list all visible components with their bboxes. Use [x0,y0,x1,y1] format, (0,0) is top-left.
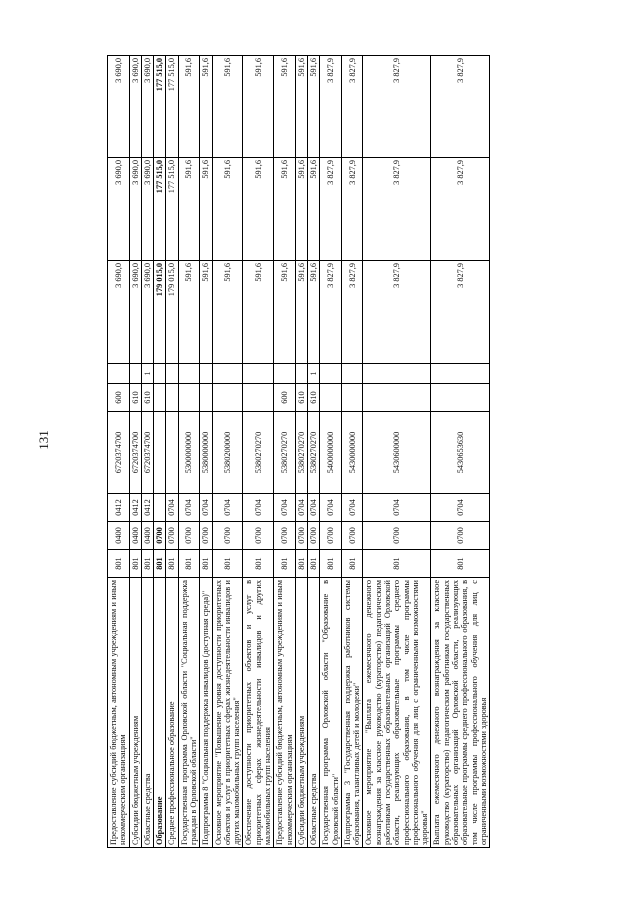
table-body [108,56,490,848]
expense-type-code [178,384,200,412]
amount-year-1: 179 015,0 [154,261,166,364]
amount-year-2: 591,6 [200,158,212,261]
expense-type-code [154,384,166,412]
table-row [212,56,243,848]
table-row [295,56,307,848]
amount-year-3: 591,6 [178,56,200,158]
fund-source-code [154,364,166,384]
expense-type-code [200,384,212,412]
subsection-code: 0704 [320,494,342,522]
expense-type-code: 610 [308,384,320,412]
amount-year-2: 3 827,9 [320,158,342,261]
table-row [108,56,130,848]
row-name: Обеспечение доступности приоритетных объектов и услуг в приоритетных сферах жизнедеятельности инвалидов и других маломобильных групп населения [243,578,274,848]
target-article-code: 5380200000 [212,412,243,494]
amount-year-1: 591,6 [212,261,243,364]
amount-year-3: 3 690,0 [129,56,141,158]
fund-source-code [212,364,243,384]
amount-year-2: 177 515,0 [154,158,166,261]
section-code: 0700 [154,522,166,550]
expense-type-code: 610 [295,384,307,412]
subsection-code [154,494,166,522]
amount-year-1: 3 690,0 [141,261,153,364]
subsection-code: 0704 [295,494,307,522]
amount-year-1: 3 827,9 [341,261,363,364]
target-article-code [154,412,166,494]
amount-year-1: 3 827,9 [363,261,431,364]
grbs-code: 801 [154,550,166,578]
section-code: 0700 [308,522,320,550]
expense-type-code [320,384,342,412]
section-code: 0400 [108,522,130,550]
page-number: 131 [36,430,51,450]
budget-table [107,55,490,848]
grbs-code: 801 [320,550,342,578]
amount-year-3: 3 827,9 [363,56,431,158]
amount-year-1: 591,6 [200,261,212,364]
amount-year-3: 591,6 [274,56,296,158]
row-name: Предоставление субсидий бюджетным, автономным учреждениям и иным некоммерческим организациям [108,578,130,848]
table-row [363,56,431,848]
section-code: 0700 [295,522,307,550]
grbs-code: 801 [243,550,274,578]
expense-type-code: 600 [274,384,296,412]
table-row [341,56,363,848]
table-row [308,56,320,848]
table-row [243,56,274,848]
amount-year-3: 177 515,0 [166,56,178,158]
target-article-code [166,412,178,494]
amount-year-1: 3 690,0 [108,261,130,364]
grbs-code: 801 [108,550,130,578]
amount-year-1: 3 827,9 [431,261,490,364]
row-name: Основное мероприятие "Выплата ежемесячного денежного вознаграждения за классное руководство (кураторство) педагогическим работникам государственных образовательных организаций Орловской области, реализующих образовательные программы среднего профессионального образования, в том числе программы профессионального обучения для лиц с ограниченными возможностями здоровья" [363,578,431,848]
section-code: 0700 [431,522,490,550]
row-name: Среднее профессиональное образование [166,578,178,848]
target-article-code: 5300000000 [178,412,200,494]
fund-source-code [178,364,200,384]
amount-year-3: 591,6 [243,56,274,158]
amount-year-2: 3 827,9 [431,158,490,261]
grbs-code: 801 [295,550,307,578]
grbs-code: 801 [166,550,178,578]
target-article-code: 5430653630 [431,412,490,494]
table-row [129,56,141,848]
row-name: Подпрограмма 8 "Социальная поддержка инвалидов (доступная среда)" [200,578,212,848]
section-code: 0700 [363,522,431,550]
target-article-code: 5380270270 [295,412,307,494]
grbs-code: 801 [200,550,212,578]
subsection-code: 0704 [341,494,363,522]
section-code: 0700 [341,522,363,550]
section-code: 0700 [320,522,342,550]
amount-year-1: 591,6 [178,261,200,364]
row-name: Государственная программа Орловской области "Социальная поддержка граждан в Орловской области" [178,578,200,848]
section-code: 0700 [166,522,178,550]
target-article-code: 5380270270 [274,412,296,494]
table-row [141,56,153,848]
target-article-code: 5400000000 [320,412,342,494]
expense-type-code: 610 [141,384,153,412]
fund-source-code [243,364,274,384]
row-name: Образование [154,578,166,848]
expense-type-code [243,384,274,412]
amount-year-1: 591,6 [243,261,274,364]
fund-source-code: 1 [141,364,153,384]
table-row [200,56,212,848]
fund-source-code [431,364,490,384]
grbs-code: 801 [129,550,141,578]
amount-year-2: 591,6 [308,158,320,261]
target-article-code: 6720374700 [108,412,130,494]
grbs-code: 801 [431,550,490,578]
table-row [166,56,178,848]
grbs-code: 801 [274,550,296,578]
amount-year-2: 3 690,0 [141,158,153,261]
amount-year-1: 591,6 [295,261,307,364]
target-article-code: 5430000000 [341,412,363,494]
subsection-code: 0412 [141,494,153,522]
amount-year-3: 591,6 [295,56,307,158]
expense-type-code: 600 [108,384,130,412]
section-code: 0700 [178,522,200,550]
section-code: 0700 [274,522,296,550]
row-name: Государственная программа Орловской области "Образование в Орловской области" [320,578,342,848]
subsection-code: 0704 [431,494,490,522]
amount-year-3: 177 515,0 [154,56,166,158]
row-name: Областные средства [308,578,320,848]
amount-year-2: 3 690,0 [108,158,130,261]
table-row [178,56,200,848]
amount-year-2: 591,6 [295,158,307,261]
amount-year-2: 3 827,9 [341,158,363,261]
subsection-code: 0412 [129,494,141,522]
subsection-code: 0704 [243,494,274,522]
amount-year-2: 3 690,0 [129,158,141,261]
expense-type-code [166,384,178,412]
expense-type-code [341,384,363,412]
target-article-code: 5380270270 [308,412,320,494]
subsection-code: 0704 [200,494,212,522]
row-name: Подпрограмма 3 "Государственная поддержка работников системы образования, талантливых детей и молодежи" [341,578,363,848]
amount-year-2: 591,6 [178,158,200,261]
row-name: Выплата ежемесячного денежного вознаграждения за классное руководство (кураторство) педагогическим работникам государственных образовательных организаций Орловской области, реализующих образовательные программы среднего профессионального образования, в том числе программы профессионального обучения для лиц с ограниченными возможностями здоровья [431,578,490,848]
amount-year-1: 179 015,0 [166,261,178,364]
fund-source-code [363,364,431,384]
fund-source-code [320,364,342,384]
amount-year-3: 3 827,9 [341,56,363,158]
amount-year-1: 591,6 [274,261,296,364]
target-article-code: 6720374700 [129,412,141,494]
fund-source-code [200,364,212,384]
expense-type-code: 610 [129,384,141,412]
subsection-code: 0704 [308,494,320,522]
target-article-code: 5430600000 [363,412,431,494]
grbs-code: 801 [341,550,363,578]
row-name: Субсидии бюджетным учреждениям [129,578,141,848]
table-row [154,56,166,848]
target-article-code: 6720374700 [141,412,153,494]
amount-year-3: 3 690,0 [141,56,153,158]
fund-source-code: 1 [308,364,320,384]
row-name: Основное мероприятие "Повышение уровня доступности приоритетных объектов и услуг в приоритетных сферах жизнедеятельности инвалидов и других маломобильных групп населения" [212,578,243,848]
amount-year-3: 3 827,9 [431,56,490,158]
amount-year-2: 591,6 [243,158,274,261]
subsection-code: 0412 [108,494,130,522]
expense-type-code [363,384,431,412]
subsection-code: 0704 [166,494,178,522]
section-code: 0700 [200,522,212,550]
row-name: Предоставление субсидий бюджетным, автономным учреждениям и иным некоммерческим организациям [274,578,296,848]
fund-source-code [295,364,307,384]
subsection-code: 0704 [274,494,296,522]
target-article-code: 5380270270 [243,412,274,494]
grbs-code: 801 [141,550,153,578]
section-code: 0400 [129,522,141,550]
row-name: Областные средства [141,578,153,848]
row-name: Субсидии бюджетным учреждениям [295,578,307,848]
amount-year-3: 3 827,9 [320,56,342,158]
amount-year-1: 3 827,9 [320,261,342,364]
table-row [320,56,342,848]
amount-year-3: 591,6 [200,56,212,158]
amount-year-3: 591,6 [212,56,243,158]
amount-year-2: 591,6 [274,158,296,261]
amount-year-2: 591,6 [212,158,243,261]
amount-year-2: 177 515,0 [166,158,178,261]
grbs-code: 801 [308,550,320,578]
section-code: 0700 [243,522,274,550]
subsection-code: 0704 [212,494,243,522]
amount-year-3: 591,6 [308,56,320,158]
fund-source-code [274,364,296,384]
expense-type-code [212,384,243,412]
grbs-code: 801 [178,550,200,578]
amount-year-1: 591,6 [308,261,320,364]
amount-year-2: 3 827,9 [363,158,431,261]
table-row [274,56,296,848]
table-row [431,56,490,848]
amount-year-3: 3 690,0 [108,56,130,158]
grbs-code: 801 [363,550,431,578]
amount-year-1: 3 690,0 [129,261,141,364]
rotated-table-container [107,56,565,848]
subsection-code: 0704 [178,494,200,522]
fund-source-code [166,364,178,384]
fund-source-code [341,364,363,384]
grbs-code: 801 [212,550,243,578]
fund-source-code [129,364,141,384]
section-code: 0700 [212,522,243,550]
section-code: 0400 [141,522,153,550]
expense-type-code [431,384,490,412]
subsection-code: 0704 [363,494,431,522]
target-article-code: 5380000000 [200,412,212,494]
fund-source-code [108,364,130,384]
